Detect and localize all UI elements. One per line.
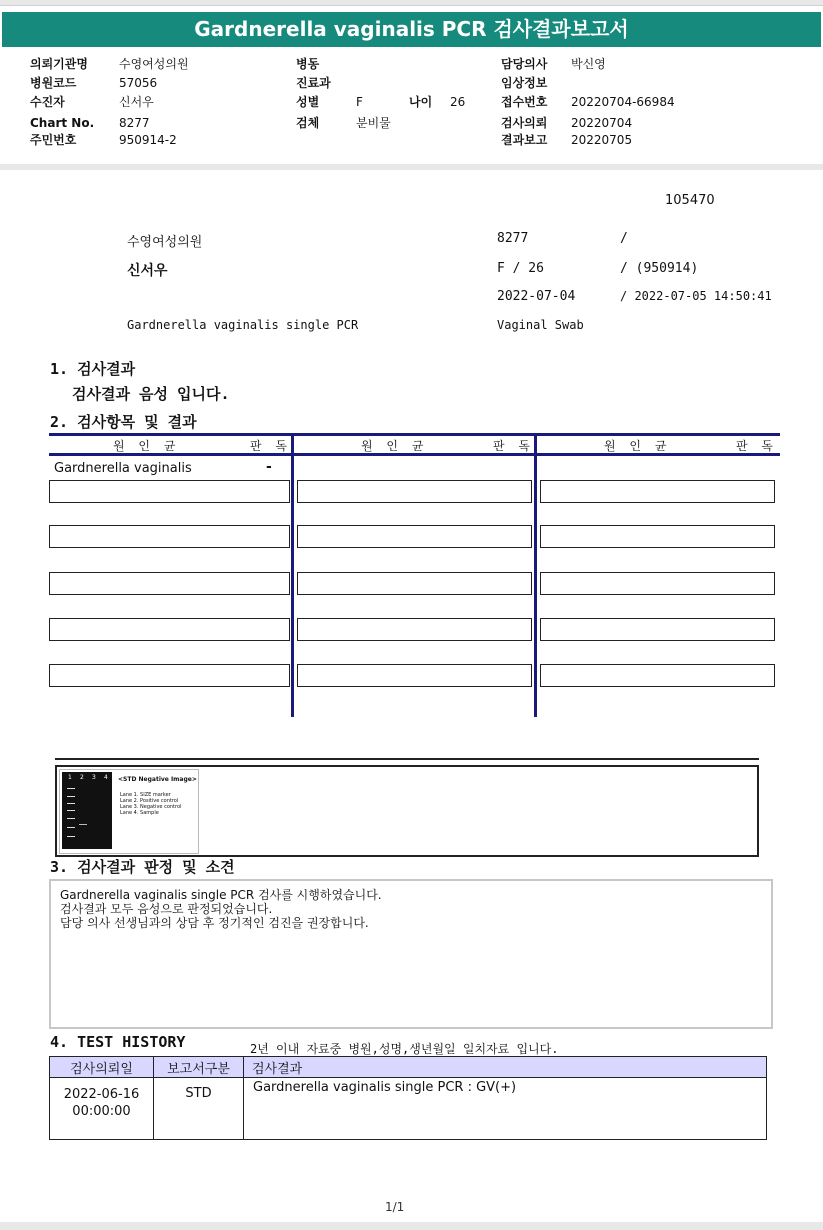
history-type: STD <box>154 1078 244 1140</box>
empty-result-box <box>540 572 775 595</box>
table-row <box>50 1078 767 1140</box>
history-header-row <box>50 1057 767 1078</box>
history-col-type: 보고서구분 <box>154 1057 244 1078</box>
organism-name: Gardnerella vaginalis <box>54 461 192 476</box>
page-number: 1/1 <box>385 1200 405 1214</box>
opinion-line: 검사결과 모두 음성으로 판정되었습니다. <box>60 902 273 916</box>
label-requester: 의뢰기관명 <box>30 57 88 71</box>
col3-result-header: 판 독 <box>736 439 778 453</box>
col2-organism-header: 원 인 균 <box>361 439 429 453</box>
history-date: 2022-06-16 <box>63 1087 140 1102</box>
gel-title: <STD Negative Image> <box>118 776 197 783</box>
empty-result-box <box>49 525 290 548</box>
history-result: Gardnerella vaginalis single PCR : GV(+) <box>244 1078 767 1140</box>
marker-band <box>67 810 75 811</box>
empty-result-box <box>540 664 775 687</box>
lane-number: 1 <box>68 774 72 781</box>
value-age: 26 <box>450 95 466 109</box>
value-requester: 수영여성의원 <box>119 57 189 71</box>
info-report-datetime: / 2022-07-05 14:50:41 <box>620 289 772 303</box>
history-date-cell <box>50 1078 154 1140</box>
value-sex: F <box>356 95 363 109</box>
empty-result-box <box>49 572 290 595</box>
empty-result-box <box>540 525 775 548</box>
label-chart-no: Chart No. <box>30 116 95 130</box>
lane-label: Lane 2. Positive control <box>120 798 179 804</box>
history-table <box>49 1056 767 1140</box>
value-hospital-code: 57056 <box>119 76 158 90</box>
value-resident-no: 950914-2 <box>119 133 177 147</box>
label-specimen: 검체 <box>296 116 320 130</box>
marker-band <box>67 796 75 797</box>
value-report-date: 20220705 <box>571 133 633 147</box>
lane-number: 3 <box>92 774 96 781</box>
label-department: 진료과 <box>296 76 331 90</box>
opinion-box <box>49 879 773 1029</box>
empty-result-box <box>297 618 532 641</box>
gel-image <box>59 769 199 854</box>
report-title: Gardnerella vaginalis PCR 검사결과보고서 <box>2 12 821 47</box>
info-sex-age: F / 26 <box>497 261 544 276</box>
history-time: 00:00:00 <box>72 1104 131 1119</box>
lane-label: Lane 4. Sample <box>120 810 159 816</box>
value-specimen: 분비물 <box>356 116 391 130</box>
history-note: 2년 이내 자료중 병원,성명,생년월일 일치자료 입니다. <box>250 1042 559 1056</box>
empty-result-box <box>49 618 290 641</box>
info-slash: / <box>620 231 628 246</box>
control-band <box>79 824 87 825</box>
empty-result-box <box>49 664 290 687</box>
value-request-date: 20220704 <box>571 116 633 130</box>
marker-band <box>67 818 75 819</box>
info-hospital: 수영여성의원 <box>127 235 203 250</box>
label-patient: 수진자 <box>30 95 65 109</box>
value-receipt-no: 20220704-66984 <box>571 95 675 109</box>
gel-lanes <box>62 772 112 849</box>
marker-band <box>67 803 75 804</box>
lane-label: Lane 3. Negative control <box>120 804 182 810</box>
value-doctor: 박신영 <box>571 57 606 71</box>
organism-result: - <box>266 459 272 475</box>
info-request-date: 2022-07-04 <box>497 289 576 304</box>
label-sex: 성별 <box>296 95 320 109</box>
opinion-line: 담당 의사 선생님과의 상담 후 정기적인 검진을 권장합니다. <box>60 916 369 930</box>
info-patient: 신서우 <box>127 263 168 279</box>
value-chart-no: 8277 <box>119 116 150 130</box>
col3-organism-header: 원 인 균 <box>604 439 672 453</box>
empty-result-box <box>49 480 290 503</box>
empty-result-box <box>297 525 532 548</box>
lane-label: Lane 1. SIZE marker <box>120 792 171 798</box>
column-divider-2 <box>534 433 537 717</box>
report-code: 105470 <box>665 193 715 208</box>
gel-top-rule <box>55 758 759 760</box>
info-specimen: Vaginal Swab <box>497 318 584 332</box>
label-age: 나이 <box>409 95 433 109</box>
section3-title: 3. 검사결과 판정 및 소견 <box>50 858 235 876</box>
info-chart: 8277 <box>497 231 529 246</box>
empty-result-box <box>297 572 532 595</box>
label-ward: 병동 <box>296 57 320 71</box>
label-report-date: 결과보고 <box>501 133 548 147</box>
col1-organism-header: 원 인 균 <box>113 439 181 453</box>
section1-title: 1. 검사결과 <box>50 360 136 378</box>
history-col-result: 검사결과 <box>244 1057 767 1078</box>
opinion-text <box>60 888 382 930</box>
label-receipt-no: 접수번호 <box>501 95 548 109</box>
info-test-name: Gardnerella vaginalis single PCR <box>127 318 359 332</box>
gel-legend <box>120 792 181 816</box>
lane-number: 2 <box>80 774 84 781</box>
section4-title: 4. TEST HISTORY <box>50 1033 186 1051</box>
info-birth: / (950914) <box>620 261 699 276</box>
header-separator <box>0 164 823 170</box>
table-top-rule <box>49 433 780 436</box>
opinion-line: Gardnerella vaginalis single PCR 검사를 시행하였습니다. <box>60 888 382 902</box>
value-patient: 신서우 <box>119 95 154 109</box>
col1-result-header: 판 독 <box>250 439 292 453</box>
lane-number: 4 <box>104 774 108 781</box>
marker-band <box>67 836 75 837</box>
top-strip <box>0 0 823 6</box>
section2-title: 2. 검사항목 및 결과 <box>50 413 197 431</box>
bottom-strip <box>0 1222 823 1230</box>
empty-result-box <box>297 480 532 503</box>
label-hospital-code: 병원코드 <box>30 76 77 90</box>
label-clinical-info: 임상정보 <box>501 76 548 90</box>
column-divider-1 <box>291 433 294 717</box>
empty-result-box <box>297 664 532 687</box>
label-resident-no: 주민번호 <box>30 133 77 147</box>
history-col-date: 검사의뢰일 <box>50 1057 154 1078</box>
empty-result-box <box>540 618 775 641</box>
marker-band <box>67 788 75 789</box>
section1-summary: 검사결과 음성 입니다. <box>72 385 230 403</box>
col2-result-header: 판 독 <box>493 439 535 453</box>
empty-result-box <box>540 480 775 503</box>
label-request-date: 검사의뢰 <box>501 116 548 130</box>
marker-band <box>67 827 75 828</box>
label-doctor: 담당의사 <box>501 57 548 71</box>
